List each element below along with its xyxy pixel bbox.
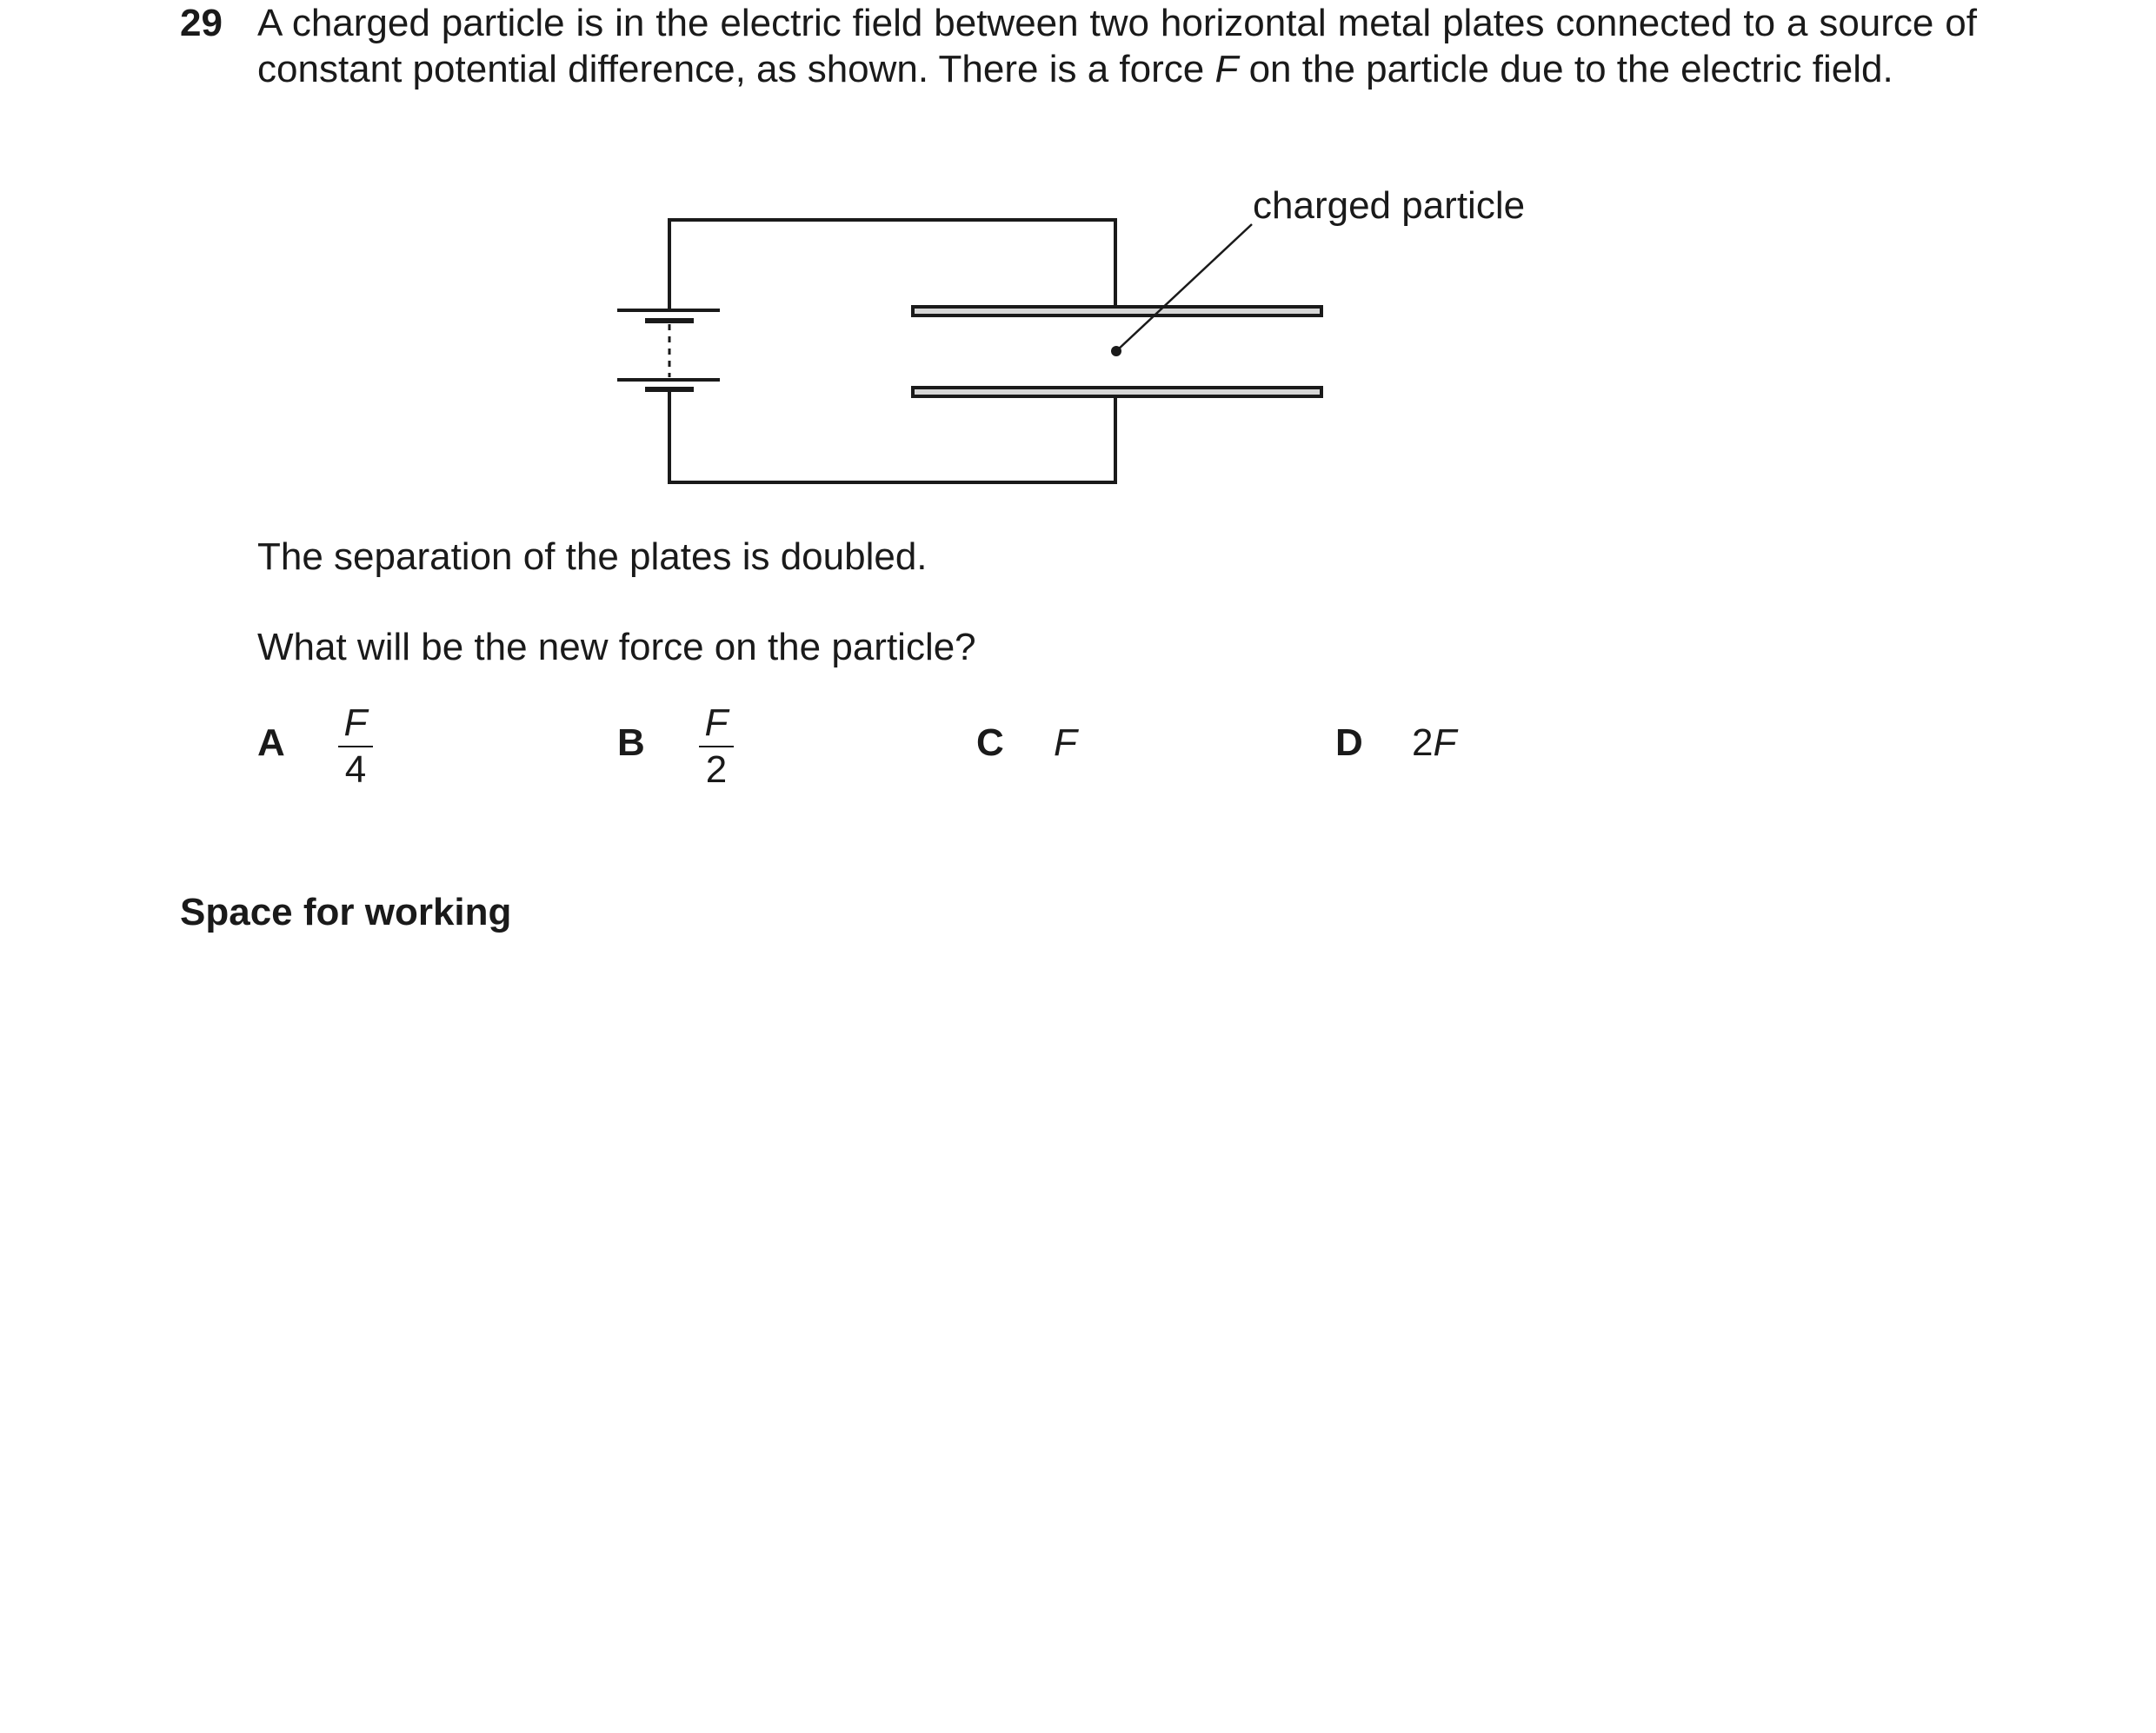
option-b-denominator: 2 — [705, 748, 728, 791]
battery-symbol — [617, 310, 720, 389]
circuit-wires — [669, 220, 1115, 482]
option-b-letter[interactable]: B — [617, 721, 645, 764]
option-a-numerator: F — [343, 701, 368, 744]
top-plate — [913, 307, 1321, 315]
charged-particle-label: charged particle — [1253, 184, 1526, 227]
stem-variable-f: F — [1214, 48, 1239, 90]
option-d-value[interactable] — [1412, 720, 1456, 766]
bottom-plate — [913, 388, 1321, 396]
option-d-variable: F — [1433, 721, 1457, 764]
option-c-letter[interactable]: C — [976, 721, 1004, 764]
working-space-heading: Space for working — [180, 891, 512, 933]
option-b-fraction-bar — [699, 746, 734, 747]
option-b-numerator: F — [704, 701, 729, 744]
option-a-denominator: 4 — [344, 748, 367, 791]
option-b-fraction[interactable] — [699, 702, 734, 791]
statement-text: The separation of the plates is doubled. — [257, 535, 928, 578]
option-c-value[interactable] — [1054, 720, 1077, 766]
option-d-coefficient: 2 — [1412, 721, 1434, 764]
question-prompt: What will be the new force on the particle? — [257, 626, 976, 668]
option-d-letter[interactable]: D — [1335, 721, 1363, 764]
circuit-diagram — [0, 0, 2156, 539]
option-c-variable: F — [1054, 721, 1077, 764]
option-a-letter[interactable]: A — [257, 721, 285, 764]
stem-text-2: on the particle due to the electric field. — [1238, 48, 1893, 90]
stem-text-1: A charged particle is in the electric field between two horizontal metal plates connected to a source of constant potential difference, as shown. There is a force — [257, 2, 1977, 90]
particle-label-leader — [1116, 224, 1252, 351]
option-a-fraction[interactable] — [338, 702, 373, 791]
question-number: 29 — [180, 2, 223, 44]
option-a-fraction-bar — [338, 746, 373, 747]
